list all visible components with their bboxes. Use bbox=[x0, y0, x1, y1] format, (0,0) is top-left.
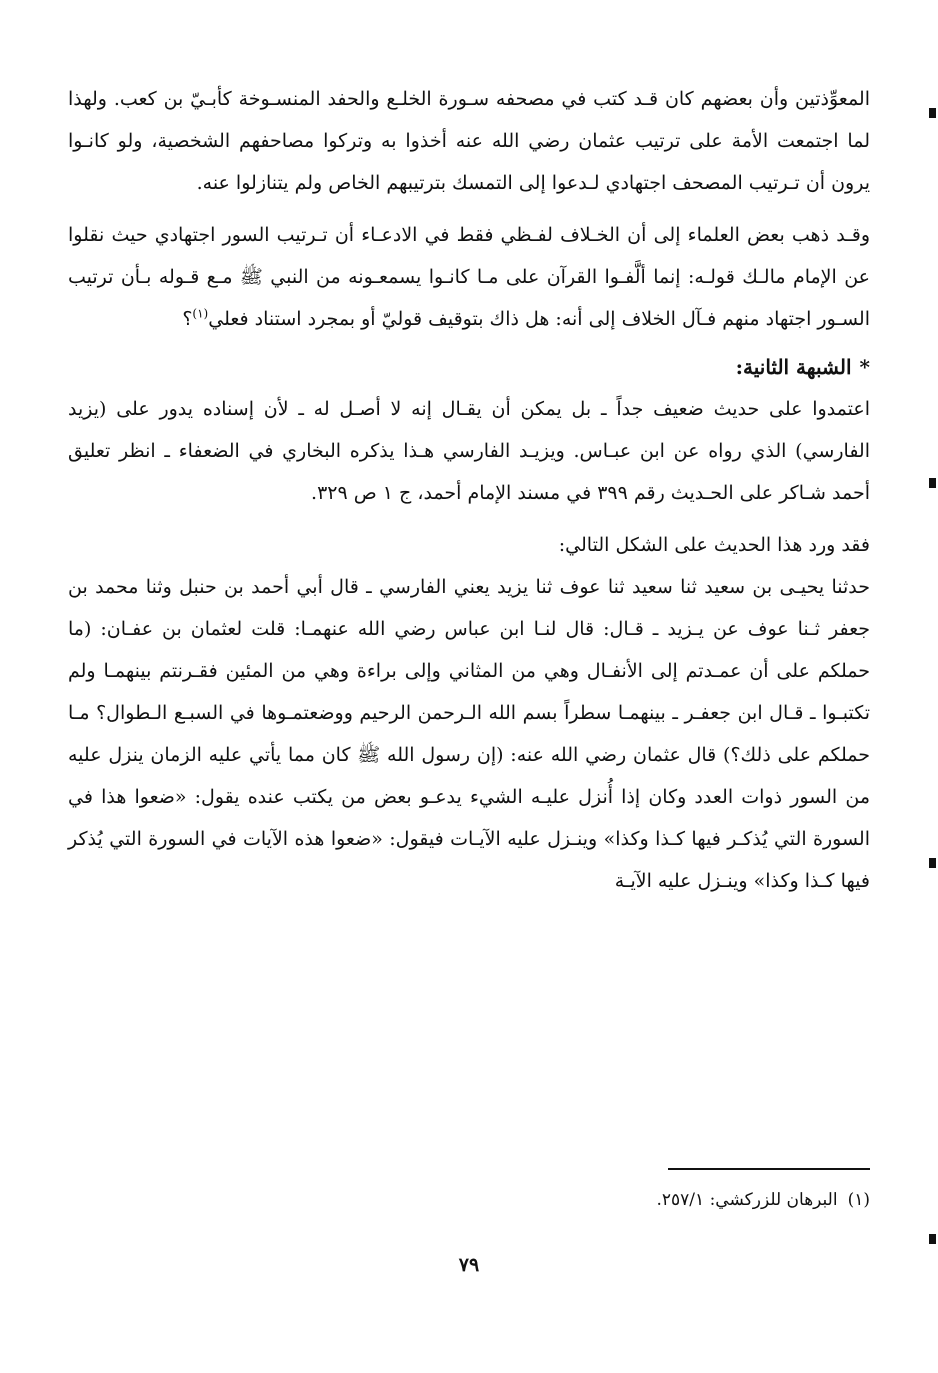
footnote-number: (١) bbox=[847, 1190, 870, 1210]
section-heading bbox=[68, 346, 870, 388]
star-icon: * bbox=[859, 355, 870, 379]
footnote bbox=[68, 1186, 870, 1214]
footnote-divider bbox=[668, 1168, 870, 1170]
paragraph-5: حدثنا يحيـى بن سعيد ثنا سعيد ثنا عوف ثنا يزيد يعني الفارسي ـ قال أبي أحمد بن حنبل وثنا محمد بن جعفر ثـنا عوف عن يـزيد ـ قـال: قال لنـا ابن عباس رضي الله عنهمـا: قلت لعثمان بن عفـان: (ما حملكم على أن عمـدتم إلى الأنفـال وهي من المثاني وإلى براءة وهي من المئين فقـرنتم بينهمـا ولم تكتبـوا ـ قـال ابن جعفـر ـ بينهمـا سطراً بسم الله الـرحمن الرحيم ووضعتمـوها في السبـع الـطوال؟ مـا حملكم على ذلك؟) قال عثمان رضي الله عنه: (إن رسول الله ﷺ كان مما يأتي عليه الزمان ينزل عليه من السور ذوات العدد وكان إذا أُنزل عليـه الشيء يدعـو بعض من يكتب عنده يقول: «ضعوا هذا في السورة التي يُذكـر فيها كـذا وكذا» وينـزل عليه الآيـات فيقول: «ضعوا هذه الآيات في السورة التي يُذكر فيها كـذا وكذا» وينـزل عليه الآيـة bbox=[68, 576, 870, 892]
section-heading-text: الشبهة الثانية: bbox=[735, 355, 852, 379]
edge-mark bbox=[929, 108, 936, 118]
paragraph-1: المعوِّذتين وأن بعضهم كان قـد كتب في مصحفه سـورة الخلـع والحفد المنسـوخة كأبـيّ بن كعب. ولهذا لما اجتمعت الأمة على ترتيب عثمان رضي الله عنه أخذوا به وتركوا مصاحفهم الشخصية، ولو كانـوا يرون أن تـرتيب المصحف اجتهادي لـدعوا إلى التمسك بترتيبهم الخاص ولم يتنازلوا عنه. bbox=[68, 88, 870, 194]
paragraph-2 bbox=[68, 214, 870, 340]
edge-mark bbox=[929, 1234, 936, 1244]
footnote-reference[interactable]: (١) bbox=[192, 306, 209, 321]
paragraph-2-text: وقـد ذهب بعض العلماء إلى أن الخـلاف لفـظي فقط في الادعـاء أن تـرتيب السور اجتهادي حيث نقلوا عن الإمام مالـك قولـه: إنما ألَّفـوا القرآن على مـا كانـوا يسمعـونه من النبي ﷺ مـع قـوله بـأن ترتيب السـور اجتهاد منهم فـآل الخلاف إلى أنه: هل ذاك بتوقيف قوليّ أو بمجرد استناد فعلي bbox=[68, 224, 870, 330]
paragraph-2-end: ؟ bbox=[182, 308, 193, 330]
edge-mark bbox=[929, 478, 936, 488]
paragraph-3: اعتمدوا على حديث ضعيف جداً ـ بل يمكن أن يقـال إنه لا أصـل له ـ لأن إسناده يدور على (يزيد الفارسي) الذي رواه عن ابن عبـاس. ويزيـد الفارسي هـذا يذكره البخاري في الضعفاء ـ انظر تعليق أحمد شـاكر على الحـديث رقم ٣٩٩ في مسند الإمام أحمد، ج ١ ص ٣٢٩. bbox=[68, 398, 870, 504]
page-body bbox=[68, 78, 870, 902]
edge-mark bbox=[929, 858, 936, 868]
paragraph-4: فقد ورد هذا الحديث على الشكل التالي: bbox=[558, 534, 870, 556]
page-number: ٧٩ bbox=[458, 1254, 480, 1276]
footnote-text: البرهان للزركشي: ٢٥٧/١. bbox=[656, 1190, 838, 1210]
